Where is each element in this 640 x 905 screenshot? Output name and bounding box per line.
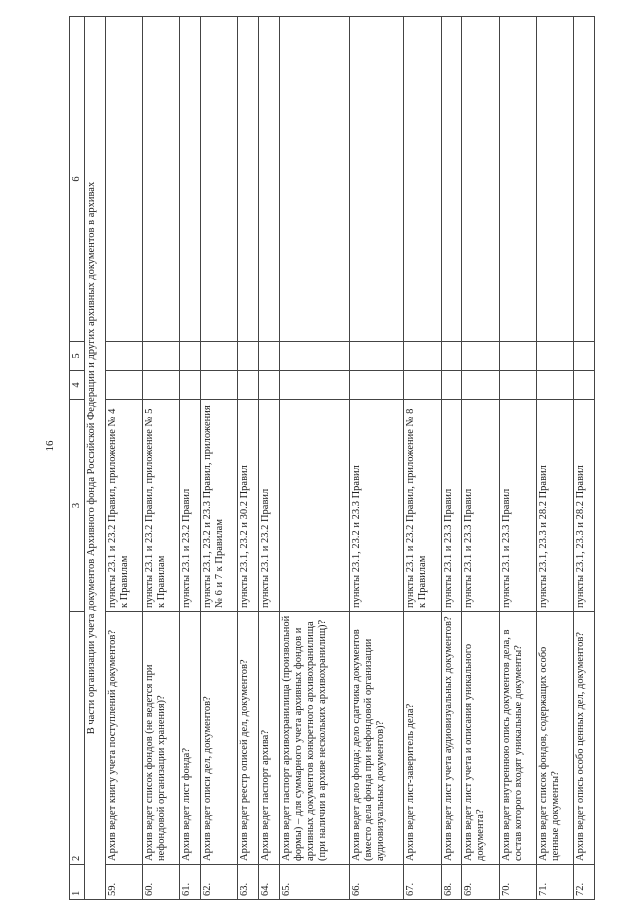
row-reference: пункты 23.1, 23.2 и 23.3 Правил: [350, 400, 404, 612]
table-row: [259, 17, 280, 900]
row-reference: пункты 23.1, 23.3 и 28.2 Правил: [574, 400, 595, 612]
row-col6: [180, 17, 201, 342]
row-reference: пункты 23.1, 23.3 и 28.2 Правил: [536, 400, 573, 612]
row-question: Архив ведет лист учета и описания уникального документа?: [462, 612, 499, 865]
row-col5: [143, 342, 180, 371]
row-col4: [201, 371, 238, 400]
row-col4: [350, 371, 404, 400]
row-col6: [404, 17, 441, 342]
row-reference: пункты 23.1 и 23.2 Правил, приложение № 4 к Правилам: [105, 400, 142, 612]
page-number: 16: [44, 440, 56, 452]
row-col6: [441, 17, 462, 342]
row-reference: пункты 23.1 и 23.3 Правил: [462, 400, 499, 612]
row-number: 59.: [105, 865, 142, 900]
row-col4: [574, 371, 595, 400]
row-question: Архив ведет лист учета аудиовизуальных документов?: [441, 612, 462, 865]
row-reference: [279, 400, 349, 612]
row-col5: [259, 342, 280, 371]
table-row: [180, 17, 201, 900]
row-number: 64.: [259, 865, 280, 900]
row-col4: [536, 371, 573, 400]
row-col6: [574, 17, 595, 342]
row-col6: [499, 17, 536, 342]
section-row: [85, 17, 106, 900]
row-question: Архив ведет внутреннюю опись документов дела, в состав которого входят уникальные документы?: [499, 612, 536, 865]
row-col6: [105, 17, 142, 342]
col-header-4: 4: [70, 371, 85, 400]
row-reference: пункты 23.1 и 23.2 Правил: [259, 400, 280, 612]
row-question: Архив ведет реестр описей дел, документов?: [238, 612, 259, 865]
row-number: 65.: [279, 865, 349, 900]
table-row: [350, 17, 404, 900]
row-question: Архив ведет дело фонда; дело сдатчика документов (вместо дела фонда при нефондовой организации аудиовизуальных документов)?: [350, 612, 404, 865]
column-number-row: [70, 17, 85, 900]
row-question: Архив ведет паспорт архива?: [259, 612, 280, 865]
table-row: [462, 17, 499, 900]
row-number: 67.: [404, 865, 441, 900]
table-row: [238, 17, 259, 900]
row-col5: [105, 342, 142, 371]
row-question: Архив ведет книгу учета поступлений документов?: [105, 612, 142, 865]
row-col6: [143, 17, 180, 342]
row-col5: [404, 342, 441, 371]
row-col6: [259, 17, 280, 342]
row-number: 60.: [143, 865, 180, 900]
row-reference: пункты 23.1, 23.2 и 30.2 Правил: [238, 400, 259, 612]
row-number: 63.: [238, 865, 259, 900]
table-row: [279, 17, 349, 900]
row-col6: [462, 17, 499, 342]
row-col5: [180, 342, 201, 371]
row-col6: [238, 17, 259, 342]
row-col4: [462, 371, 499, 400]
col-header-3: 3: [70, 400, 85, 612]
table-row: [404, 17, 441, 900]
row-col5: [238, 342, 259, 371]
row-question: Архив ведет паспорт архивохранилища (произвольной формы) – для суммарного учета архивных фондов и архивных документов конкретного архивохранилища (при наличии в архиве нескольких архивохранилищ)?: [279, 612, 349, 865]
row-col4: [259, 371, 280, 400]
row-col4: [105, 371, 142, 400]
row-number: 72.: [574, 865, 595, 900]
col-header-5: 5: [70, 342, 85, 371]
row-col5: [499, 342, 536, 371]
row-question: Архив ведет список фондов, содержащих особо ценные документы?: [536, 612, 573, 865]
row-col4: [279, 371, 349, 400]
row-number: 62.: [201, 865, 238, 900]
row-reference: пункты 23.1 и 23.2 Правил: [180, 400, 201, 612]
row-col5: [441, 342, 462, 371]
row-col4: [143, 371, 180, 400]
col-header-1: 1: [70, 865, 85, 900]
row-col4: [180, 371, 201, 400]
row-question: Архив ведет лист-заверитель дела?: [404, 612, 441, 865]
table-row: [441, 17, 462, 900]
row-question: Архив ведет опись особо ценных дел, документов?: [574, 612, 595, 865]
row-col5: [201, 342, 238, 371]
row-question: Архив ведет список фондов (не ведется при нефондовой организации хранения)?: [143, 612, 180, 865]
row-number: 61.: [180, 865, 201, 900]
table-row: [536, 17, 573, 900]
col-header-2: 2: [70, 612, 85, 865]
col-header-6: 6: [70, 17, 85, 342]
row-reference: пункты 23.1 и 23.3 Правил: [441, 400, 462, 612]
row-col4: [238, 371, 259, 400]
row-col6: [201, 17, 238, 342]
row-question: Архив ведет лист фонда?: [180, 612, 201, 865]
row-number: 70.: [499, 865, 536, 900]
row-col5: [350, 342, 404, 371]
row-number: 69.: [462, 865, 499, 900]
row-question: Архив ведет описи дел, документов?: [201, 612, 238, 865]
row-col5: [462, 342, 499, 371]
row-col4: [441, 371, 462, 400]
table-row: [201, 17, 238, 900]
row-number: 71.: [536, 865, 573, 900]
row-col5: [279, 342, 349, 371]
row-reference: пункты 23.1 и 23.2 Правил, приложение № 5 к Правилам: [143, 400, 180, 612]
row-col6: [536, 17, 573, 342]
row-reference: пункты 23.1 и 23.2 Правил, приложение № 8 к Правилам: [404, 400, 441, 612]
row-reference: пункты 23.1, 23.2 и 23.3 Правил, приложения № 6 и 7 к Правилам: [201, 400, 238, 612]
section-title: В части организации учета документов Архивного фонда Российской Федерации и других архивных документов в архивах: [85, 17, 106, 900]
row-col5: [574, 342, 595, 371]
row-col6: [279, 17, 349, 342]
row-number: 68.: [441, 865, 462, 900]
checklist-table-container: [69, 59, 595, 900]
row-number: 66.: [350, 865, 404, 900]
table-row: [143, 17, 180, 900]
table-row: [499, 17, 536, 900]
row-col5: [536, 342, 573, 371]
row-col6: [350, 17, 404, 342]
checklist-table: [69, 16, 595, 900]
row-col4: [404, 371, 441, 400]
row-reference: пункты 23.1 и 23.3 Правил: [499, 400, 536, 612]
table-row: [105, 17, 142, 900]
row-col4: [499, 371, 536, 400]
table-row: [574, 17, 595, 900]
